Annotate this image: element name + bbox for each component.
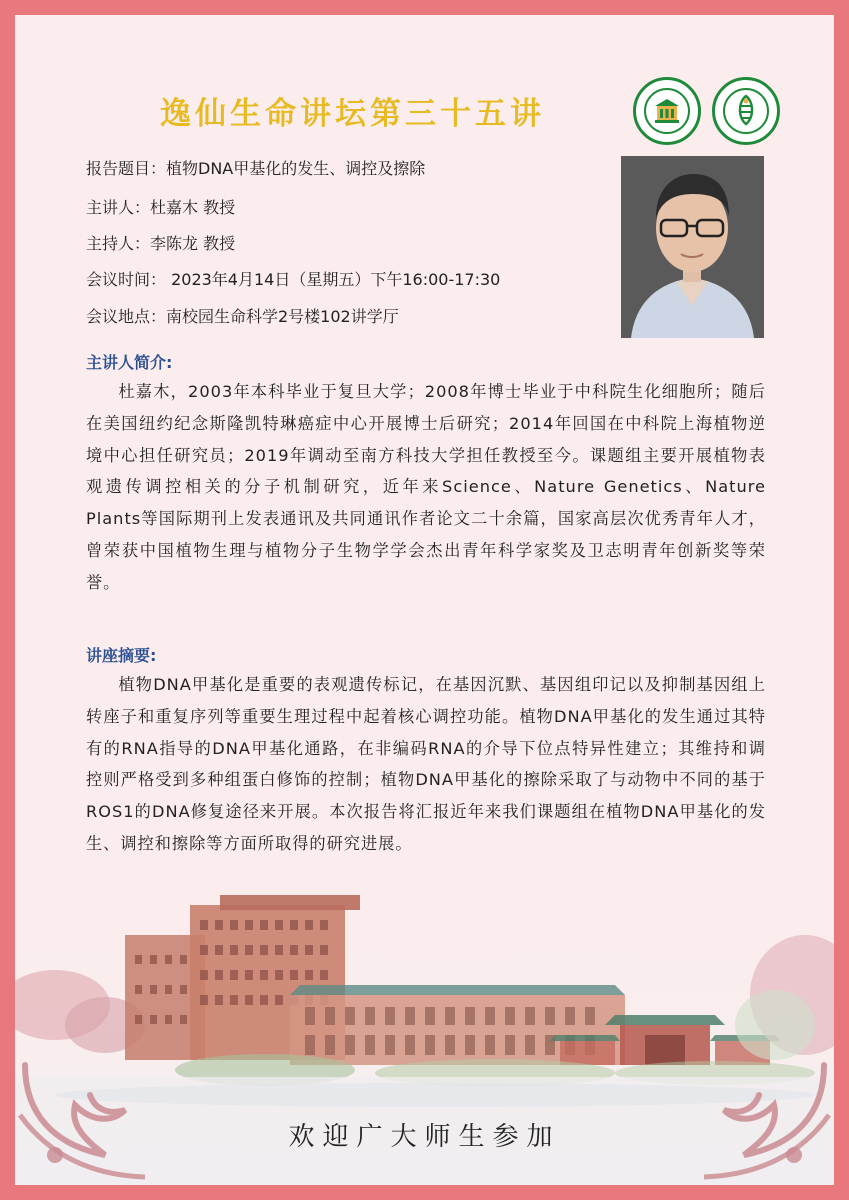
host-line: 主持人：李陈龙 教授 [86, 234, 236, 253]
lecture-topic: 报告题目：植物DNA甲基化的发生、调控及擦除 [86, 159, 426, 178]
abstract-heading: 讲座摘要: [86, 646, 157, 665]
speaker-bio-heading: 主讲人简介: [86, 353, 173, 372]
lecture-title: 逸仙生命讲坛第三十五讲 [160, 96, 545, 132]
speaker-bio-text: 杜嘉木，2003年本科毕业于复旦大学；2008年博士毕业于中科院生化细胞所；随后在美国纽约纪念斯隆凯特琳癌症中心开展博士后研究；2014年回国在中科院上海植物逆境中心担任研究员；2019年调动至南方科技大学担任教授至今。课题组主要开展植物表观遗传调控相关的分子机制研究，近年来Science、Nature Genetics、Nature Plants等国际期刊上发表通讯及共同通讯作者论文二十余篇，国家高层次优秀青年人才，曾荣获中国植物生理与植物分子生物学学会杰出青年科学家奖及卫志明青年创新奖等荣誉。 [86, 382, 766, 592]
lecture-abstract [86, 669, 766, 860]
welcome-message: 欢迎广大师生参加 [288, 1122, 561, 1152]
abstract-text: 植物DNA甲基化是重要的表观遗传标记，在基因沉默、基因组印记以及抑制基因组上转座子和重复序列等重要生理过程中起着核心调控功能。植物DNA甲基化的发生通过其特有的RNA指导的DNA甲基化通路，在非编码RNA的介导下位点特异性建立；其维持和调控则严格受到多种组蛋白修饰的控制；植物DNA甲基化的擦除采取了与动物中不同的基于ROS1的DNA修复途径来开展。本次报告将汇报近年来我们课题组在植物DNA甲基化的发生、调控和擦除等方面所取得的研究进展。 [86, 675, 766, 853]
building-icon [653, 98, 681, 124]
speaker-portrait-icon [621, 156, 764, 338]
institute-logo [712, 77, 780, 145]
speaker-line: 主讲人：杜嘉木 教授 [86, 198, 236, 217]
speaker-photo [621, 156, 764, 338]
emblem-icon [732, 94, 760, 126]
meeting-time: 会议时间： 2023年4月14日（星期五）下午16:00-17:30 [86, 270, 501, 289]
speaker-bio [86, 376, 766, 599]
meeting-location: 会议地点：南校园生命科学2号楼102讲学厅 [86, 307, 399, 326]
school-of-life-sciences-logo [633, 77, 701, 145]
